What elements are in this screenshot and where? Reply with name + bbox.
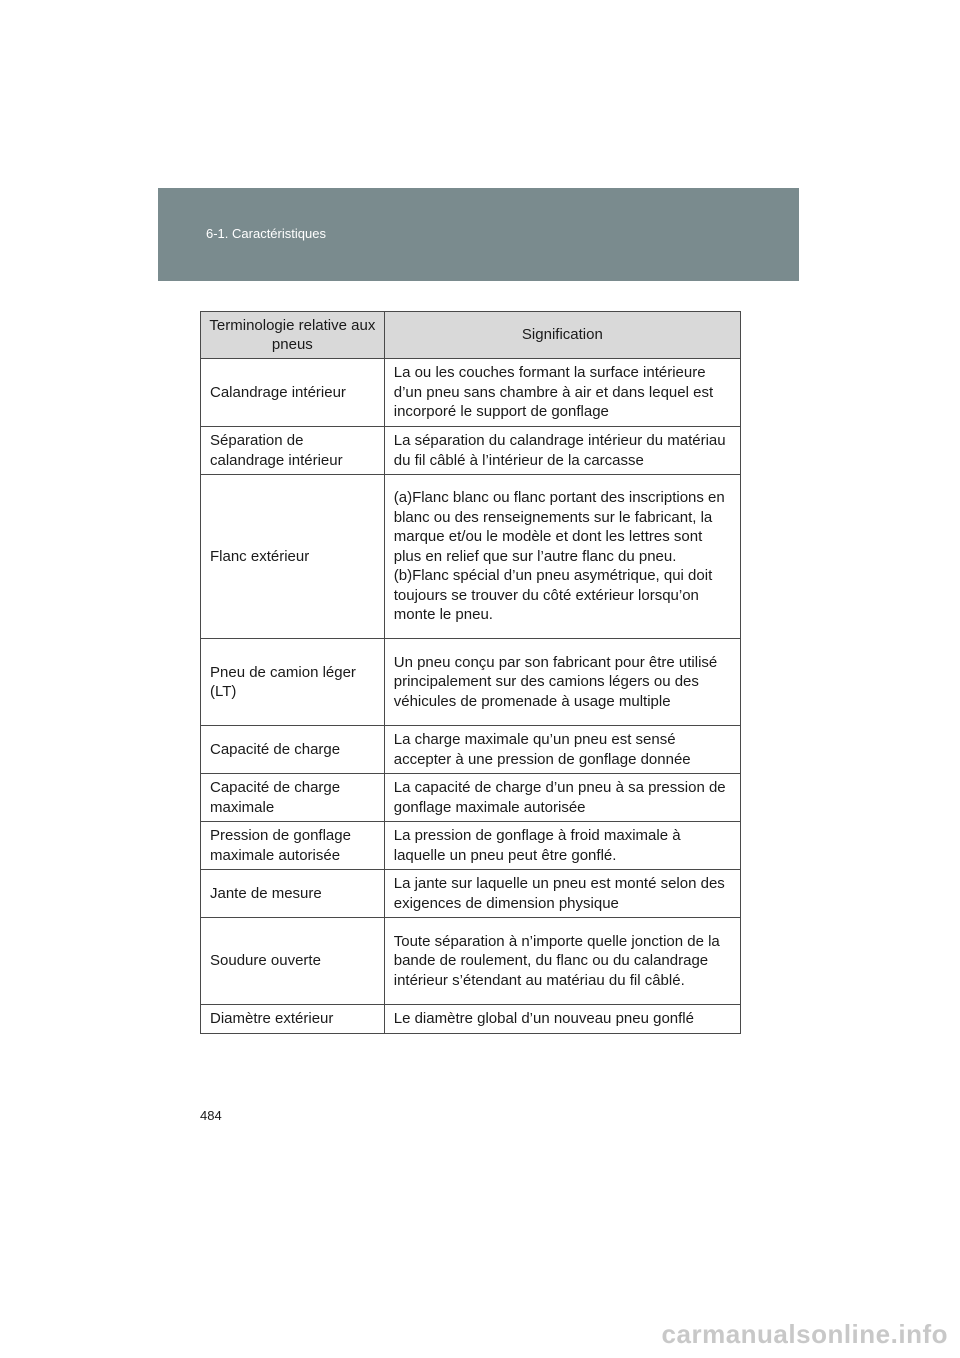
section-label: 6-1. Caractéristiques — [206, 226, 326, 241]
definition-cell: Le diamètre global d’un nouveau pneu gonflé — [384, 1005, 740, 1034]
section-header-band — [158, 188, 799, 281]
definition-part-b: (b)Flanc spécial d’un pneu asymétrique, qui doit toujours se trouver du côté extérieur lorsqu’on monte le pneu. — [393, 567, 713, 624]
definition-cell: La ou les couches formant la surface intérieure d’un pneu sans chambre à air et dans lequel est incorporé le support de gonflage — [384, 359, 740, 427]
term-cell: Capacité de charge — [201, 726, 385, 774]
table-row — [201, 427, 741, 475]
definition-cell: La charge maximale qu’un pneu est sensé accepter à une pression de gonflage donnée — [384, 726, 740, 774]
tire-terminology-table — [200, 311, 741, 1034]
term-cell: Diamètre extérieur — [201, 1005, 385, 1034]
definition-cell: La capacité de charge d’un pneu à sa pression de gonflage maximale autorisée — [384, 774, 740, 822]
definition-cell: La jante sur laquelle un pneu est monté selon des exigences de dimension physique — [384, 870, 740, 918]
definition-cell: La pression de gonflage à froid maximale à laquelle un pneu peut être gonflé. — [384, 822, 740, 870]
term-cell: Flanc extérieur — [201, 475, 385, 639]
table-row — [201, 359, 741, 427]
table-row — [201, 870, 741, 918]
table-row — [201, 1005, 741, 1034]
table-row — [201, 726, 741, 774]
term-cell: Calandrage intérieur — [201, 359, 385, 427]
table-row — [201, 822, 741, 870]
watermark: carmanualsonline.info — [661, 1319, 948, 1349]
table-row — [201, 774, 741, 822]
definition-cell: La séparation du calandrage intérieur du matériau du fil câblé à l’intérieur de la carcasse — [384, 427, 740, 475]
column-header-meaning: Signification — [384, 312, 740, 359]
table-row — [201, 639, 741, 726]
term-cell: Jante de mesure — [201, 870, 385, 918]
term-cell: Pression de gonflage maximale autorisée — [201, 822, 385, 870]
definition-part-a: (a)Flanc blanc ou flanc portant des inscriptions en blanc ou des renseignements sur le fabricant, la marque et/ou le modèle et dont les lettres sont plus en relief que sur l’autre flanc du pneu. — [393, 489, 725, 565]
definition-cell — [384, 475, 740, 639]
table-header-row — [201, 312, 741, 359]
table-row — [201, 918, 741, 1005]
term-cell: Capacité de charge maximale — [201, 774, 385, 822]
table-row — [201, 475, 741, 639]
column-header-term: Terminologie relative aux pneus — [201, 312, 385, 359]
term-cell: Pneu de camion léger (LT) — [201, 639, 385, 726]
term-cell: Séparation de calandrage intérieur — [201, 427, 385, 475]
definition-cell: Toute séparation à n’importe quelle jonction de la bande de roulement, du flanc ou du calandrage intérieur s’étendant au matériau du fil câblé. — [384, 918, 740, 1005]
page-number: 484 — [200, 1108, 222, 1123]
definition-cell: Un pneu conçu par son fabricant pour être utilisé principalement sur des camions légers ou des véhicules de promenade à usage multiple — [384, 639, 740, 726]
term-cell: Soudure ouverte — [201, 918, 385, 1005]
